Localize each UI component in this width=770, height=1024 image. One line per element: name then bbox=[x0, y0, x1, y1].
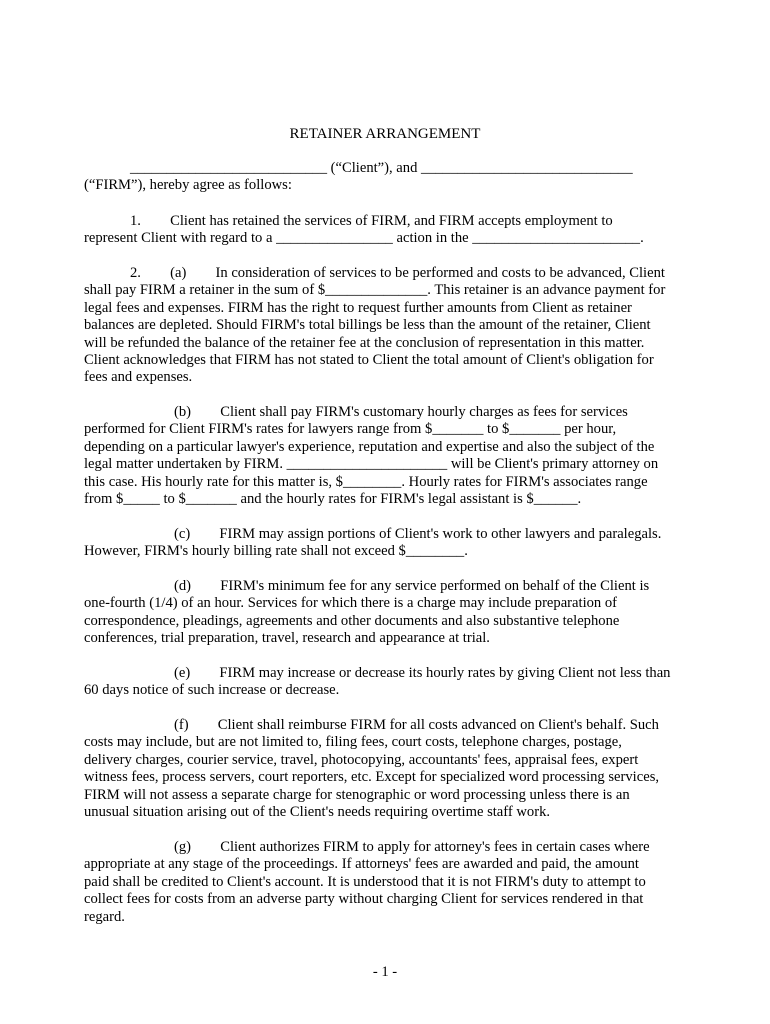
paragraph-2g-line-1: (g) Client authorizes FIRM to apply for attorney's fees in certain cases where bbox=[174, 839, 650, 855]
paragraph-2f bbox=[84, 717, 690, 821]
paragraph-1-line-2: represent Client with regard to a ________________ action in the _______________________. bbox=[84, 230, 644, 247]
paragraph-1-line-1: 1. Client has retained the services of FIRM, and FIRM accepts employment to bbox=[130, 213, 613, 229]
paragraph-2a-line-3: legal fees and expenses. FIRM has the right to request further amounts from Client as retainer bbox=[84, 299, 632, 316]
paragraph-2b-line-1: (b) Client shall pay FIRM's customary hourly charges as fees for services bbox=[174, 404, 628, 420]
document-title: RETAINER ARRANGEMENT bbox=[289, 126, 481, 142]
paragraph-2f-line-1: (f) Client shall reimburse FIRM for all costs advanced on Client's behalf. Such bbox=[174, 717, 659, 733]
paragraph-2g-line-3: paid shall be credited to Client's account. It is understood that it is not FIRM's duty to attempt to bbox=[84, 873, 646, 890]
parties-line-2: (“FIRM”), hereby agree as follows: bbox=[84, 177, 292, 194]
paragraph-2c-line-1: (c) FIRM may assign portions of Client's work to other lawyers and paralegals. bbox=[174, 526, 662, 542]
paragraph-2a bbox=[84, 265, 690, 387]
parties-line-1: ___________________________ (“Client”), and _____________________________ bbox=[130, 160, 633, 176]
paragraph-2f-line-2: costs may include, but are not limited to, filing fees, court costs, telephone charges, postage, bbox=[84, 734, 622, 751]
paragraph-2g-line-4: collect fees for costs from an adverse party without charging Client for services rendered in that bbox=[84, 891, 644, 908]
paragraph-2b-line-6: from $_____ to $_______ and the hourly rates for FIRM's legal assistant is $______. bbox=[84, 491, 582, 508]
paragraph-2a-line-2: shall pay FIRM a retainer in the sum of $______________. This retainer is an advance payment for bbox=[84, 282, 666, 299]
paragraph-2f-line-5: FIRM will not assess a separate charge for stenographic or word processing unless there is an bbox=[84, 786, 630, 803]
paragraph-2e bbox=[84, 665, 690, 700]
paragraph-2d-line-2: one-fourth (1/4) of an hour. Services for which there is a charge may include preparation of bbox=[84, 595, 618, 612]
paragraph-2a-line-5: will be refunded the balance of the retainer fee at the conclusion of representation in this matter. bbox=[84, 334, 645, 351]
paragraph-2d bbox=[84, 578, 690, 648]
parties-paragraph bbox=[84, 160, 690, 195]
paragraph-2b bbox=[84, 404, 690, 508]
paragraph-2g bbox=[84, 839, 690, 926]
paragraph-2c-line-2: However, FIRM's hourly billing rate shall not exceed $________. bbox=[84, 543, 468, 560]
paragraph-1 bbox=[84, 213, 690, 248]
paragraph-2d-line-3: correspondence, pleadings, agreements and other documents and also substantive telephone bbox=[84, 612, 620, 629]
page-number: - 1 - bbox=[372, 964, 398, 980]
paragraph-2f-line-3: delivery charges, courier service, travel, photocopying, accountants' fees, appraisal fees, expert bbox=[84, 751, 639, 768]
paragraph-2a-line-7: fees and expenses. bbox=[84, 369, 193, 386]
paragraph-2c bbox=[84, 526, 690, 561]
paragraph-2g-line-5: regard. bbox=[84, 908, 125, 925]
paragraph-2b-line-5: this case. His hourly rate for this matter is, $________. Hourly rates for FIRM's associates range bbox=[84, 473, 648, 490]
paragraph-2b-line-3: depending on a particular lawyer's experience, reputation and expertise and also the subject of the bbox=[84, 438, 655, 455]
paragraph-2f-line-4: witness fees, process servers, court reporters, etc. Except for specialized word processing services, bbox=[84, 769, 660, 786]
paragraph-2g-line-2: appropriate at any stage of the proceedings. If attorneys' fees are awarded and paid, the amount bbox=[84, 856, 639, 873]
paragraph-2a-line-1: 2. (a) In consideration of services to be performed and costs to be advanced, Client bbox=[130, 265, 665, 281]
paragraph-2d-line-1: (d) FIRM's minimum fee for any service performed on behalf of the Client is bbox=[174, 578, 650, 594]
paragraph-2b-line-2: performed for Client FIRM's rates for lawyers range from $_______ to $_______ per hour, bbox=[84, 421, 617, 438]
paragraph-2e-line-2: 60 days notice of such increase or decrease. bbox=[84, 682, 340, 699]
paragraph-2e-line-1: (e) FIRM may increase or decrease its hourly rates by giving Client not less than bbox=[174, 665, 671, 681]
paragraph-2f-line-6: unusual situation arising out of the Client's needs requiring overtime staff work. bbox=[84, 804, 551, 821]
paragraph-2d-line-4: conferences, trial preparation, travel, research and appearance at trial. bbox=[84, 630, 490, 647]
paragraph-2b-line-4: legal matter undertaken by FIRM. ______________________ will be Client's primary attorney on bbox=[84, 456, 659, 473]
paragraph-2a-line-6: Client acknowledges that FIRM has not stated to Client the total amount of Client's obligation for bbox=[84, 352, 654, 369]
paragraph-2a-line-4: balances are depleted. Should FIRM's total billings be less than the amount of the retainer, Client bbox=[84, 317, 651, 334]
